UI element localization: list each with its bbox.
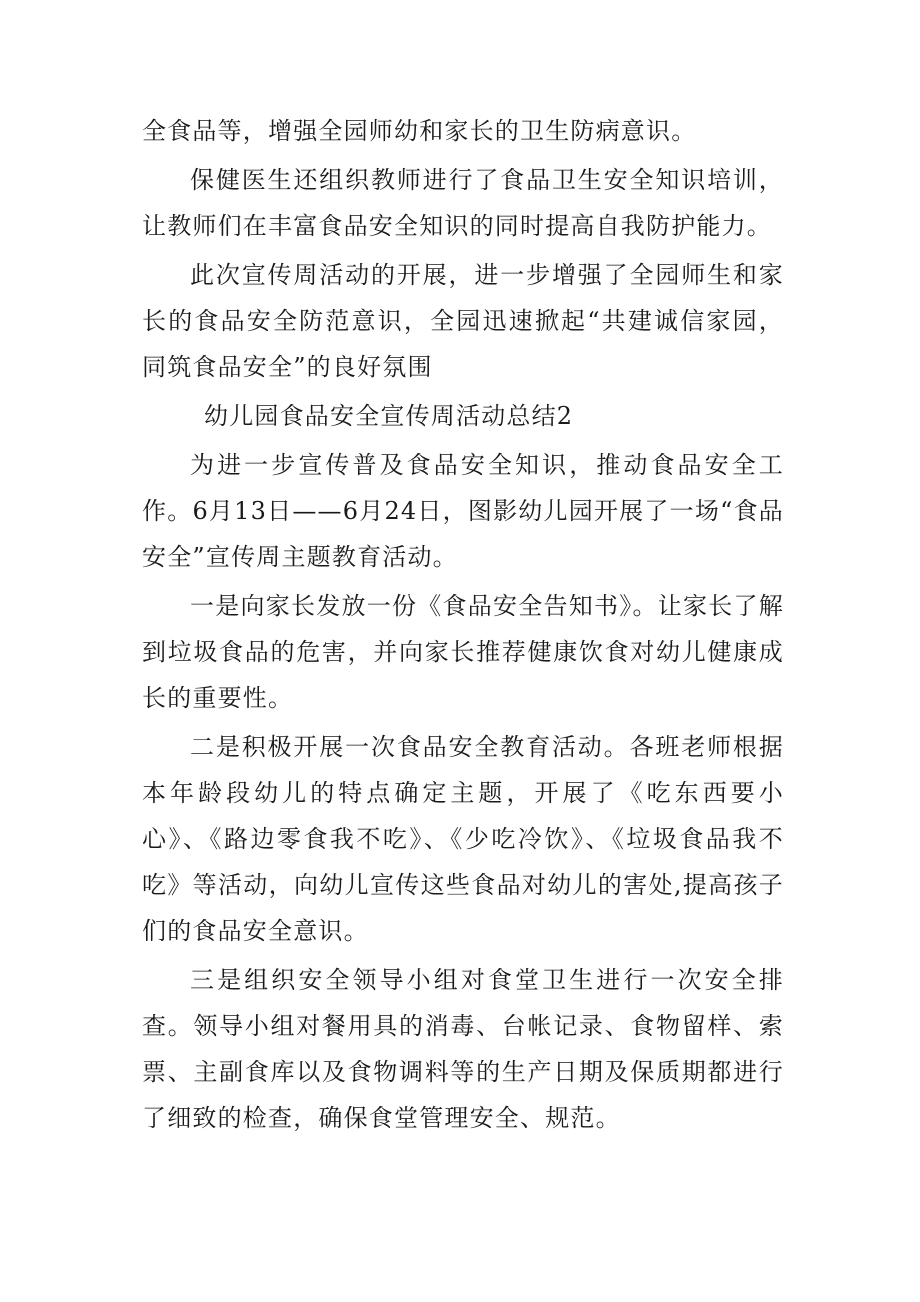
section-paragraph-4: 三是组织安全领导小组对食堂卫生进行一次安全排查。领导小组对餐用具的消毒、台帐记录、食物留样、索票、主副食库以及食物调料等的生产日期及保质期都进行了细致的检查，确保食堂管理安全、规范。: [142, 966, 784, 1132]
section-paragraph-3: 二是积极开展一次食品安全教育活动。各班老师根据本年龄段幼儿的特点确定主题，开展了《吃东西要小心》、《路边零食我不吃》、《少吃冷饮》、《垃圾食品我不吃》等活动，向幼儿宣传这些食品对幼儿的害处,提高孩子们的食品安全意识。: [142, 733, 784, 945]
section-paragraph-2: 一是向家长发放一份《食品安全告知书》。让家长了解到垃圾食品的危害，并向家长推荐健康饮食对幼儿健康成长的重要性。: [142, 592, 784, 712]
section-paragraph-1: 为进一步宣传普及食品安全知识，推动食品安全工作。6月13日——6月24日，图影幼儿园开展了一场“食品安全”宣传周主题教育活动。: [142, 451, 784, 571]
document-body: [142, 108, 784, 1144]
paragraph-2: 保健医生还组织教师进行了食品卫生安全知识培训，让教师们在丰富食品安全知识的同时提高自我防护能力。: [142, 166, 784, 240]
section-title: 幼儿园食品安全宣传周活动总结2: [204, 402, 574, 430]
paragraph-1: 全食品等，增强全园师幼和家长的卫生防病意识。: [142, 117, 697, 145]
paragraph-3: 此次宣传周活动的开展，进一步增强了全园师生和家长的食品安全防范意识，全园迅速掀起“共建诚信家园，同筑食品安全”的良好氛围: [142, 261, 784, 381]
